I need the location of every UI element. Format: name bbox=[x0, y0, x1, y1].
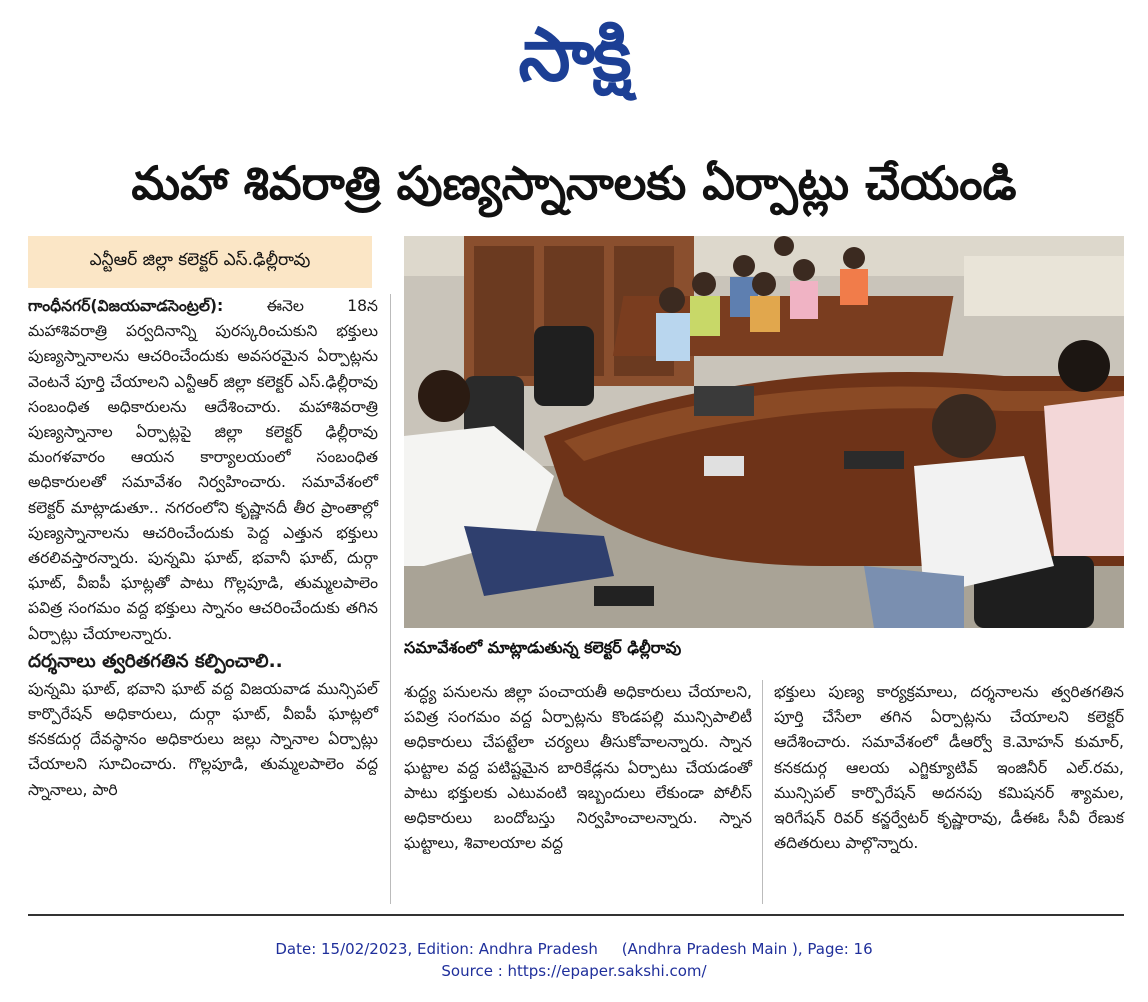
paragraph-1-text: ఈనెల 18న మహాశివరాత్రి పర్వదినాన్ని పురస్కరించుకుని భక్తులు పుణ్యస్నానాలను ఆచరించేందుకు అవసరమైన ఏర్పాట్లను వెంటనే పూర్తి చేయాలని ఎన్టీఆర్ జిల్లా కలెక్టర్ ఎస్.ఢిల్లీరావు సంబంధిత అధికారులను ఆదేశించారు. మహాశివరాత్రి పుణ్యస్నానాల ఏర్పాట్లపై జిల్లా కలెక్టర్ ఢిల్లీరావు మంగళవారం ఆయన కార్యాలయంలో సంబంధిత అధికారులతో సమావేశం నిర్వహించారు. సమావేశంలో కలెక్టర్ మాట్లాడుతూ.. నగరంలోని కృష్ణానదీ తీర ప్రాంతాల్లో పుణ్యస్నానాలను ఆచరించేందుకు పెద్ద ఎత్తున భక్తులు తరలివస్తారన్నారు. పున్నమి ఘాట్, భవానీ ఘాట్, దుర్గా ఘాట్, వీఐపీ ఘాట్లతో పాటు గొల్లపూడి, తుమ్మలపాలెం పవిత్ర సంగమం వద్ద భక్తులు స్నానం ఆచరించేందుకు తగిన ఏర్పాట్లు చేయాలన్నారు. bbox=[28, 297, 378, 643]
masthead-logo: సాక్షి bbox=[518, 12, 630, 98]
article-paragraph-2: పున్నమి ఘాట్, భవాని ఘాట్ వద్ద విజయవాడ మున్సిపల్ కార్పొరేషన్ అధికారులు, దుర్గా ఘాట్, వీఐపీ ఘాట్లలో కనకదుర్గ దేవస్థానం అధికారులు జల్లు స్నానాల ఏర్పాట్లు చేయాలని సూచించారు. గొల్లపూడి, తుమ్మలపాలెం వద్ద స్నానాలు, పారి bbox=[28, 679, 378, 799]
headline: మహా శివరాత్రి పుణ్యస్నానాలకు ఏర్పాట్లు చేయండి bbox=[131, 156, 1017, 210]
article-subhead: దర్శనాలు త్వరితగతిన కల్పించాలి.. bbox=[28, 650, 283, 672]
column-divider bbox=[390, 294, 391, 904]
footer-source: Source : https://epaper.sakshi.com/ bbox=[441, 962, 707, 980]
article-column-1 bbox=[28, 294, 378, 803]
meeting-photo-image bbox=[404, 236, 1124, 628]
column-divider bbox=[762, 680, 763, 904]
footer bbox=[0, 938, 1148, 982]
article-paragraph-1 bbox=[28, 294, 378, 647]
photo-caption: సమావేశంలో మాట్లాడుతున్న కలెక్టర్ ఢిల్లీరావు bbox=[404, 638, 682, 657]
bottom-rule bbox=[28, 914, 1124, 916]
subheadline bbox=[28, 236, 372, 288]
article-column-2 bbox=[404, 680, 752, 856]
article-column-3 bbox=[774, 680, 1124, 856]
footer-edition-info: Date: 15/02/2023, Edition: Andhra Pradesh (Andhra Pradesh Main ), Page: 16 bbox=[275, 940, 873, 958]
meeting-photo bbox=[404, 236, 1124, 628]
dateline: గాంధీనగర్(విజయవాడసెంట్రల్): bbox=[28, 297, 224, 315]
subheadline-text: ఎన్టీఆర్ జిల్లా కలెక్టర్ ఎస్.ఢిల్లీరావు bbox=[89, 250, 311, 270]
article-paragraph-3: శుద్ధ్య పనులను జిల్లా పంచాయతీ అధికారులు చేయాలని, పవిత్ర సంగమం వద్ద ఏర్పాట్లను కొండపల్లి మున్సిపాలిటీ అధికారులు చేపట్టేలా చర్యలు తీసుకోవాలన్నారు. స్నాన ఘట్టాల వద్ద పటిష్టమైన బారికేడ్లను ఏర్పాటు చేయడంతో పాటు భక్తులకు ఎటువంటి ఇబ్బందులు లేకుండా పోలీస్ అధికారులు బందోబస్తు నిర్వహించాలన్నారు. స్నాన ఘట్టాలు, శివాలయాల వద్ద bbox=[404, 683, 752, 853]
article-paragraph-4: భక్తులు పుణ్య కార్యక్రమాలు, దర్శనాలను త్వరితగతిన పూర్తి చేసేలా తగిన ఏర్పాట్లను చేయాలని కలెక్టర్ ఆదేశించారు. సమావేశంలో డీఆర్వో కె.మోహన్ కుమార్, కనకదుర్గ ఆలయ ఎగ్జిక్యూటివ్ ఇంజినీర్ ఎల్.రమ, మున్సిపల్ కార్పొరేషన్ అదనపు కమిషనర్ శ్యామల, ఇరిగేషన్ రివర్ కన్జర్వేటర్ కృష్ణారావు, డీఈఓ సీవీ రేణుక తదితరులు పాల్గొన్నారు. bbox=[774, 683, 1124, 853]
